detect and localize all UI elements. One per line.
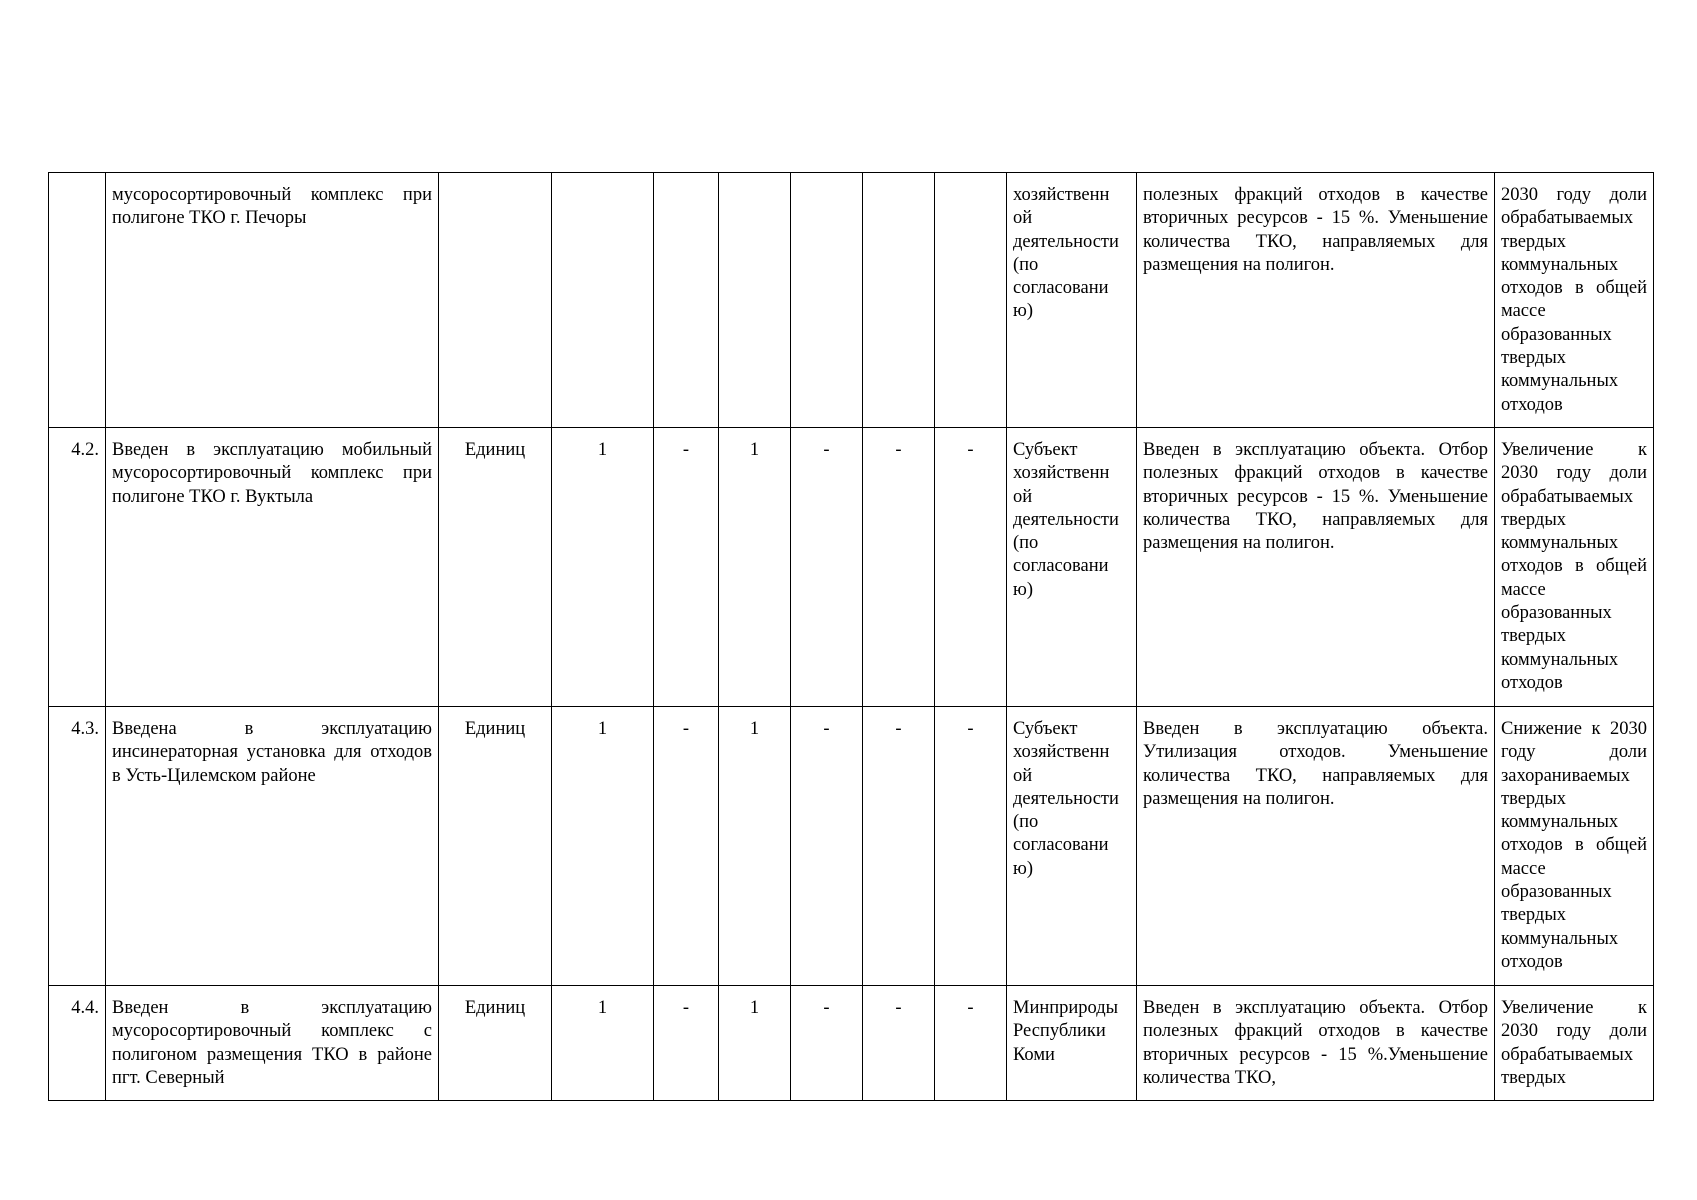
value-cell: -: [791, 707, 863, 986]
table-row: [49, 173, 1654, 428]
result-cell: Введен в эксплуатацию объекта. Отбор полезных фракций отходов в качестве вторичных ресурсов - 15 %.Уменьшение количества ТКО,: [1137, 986, 1495, 1101]
value-cell: -: [863, 428, 935, 707]
measure-name: Введена в эксплуатацию инсинераторная установка для отходов в Усть-Цилемском районе: [106, 707, 439, 986]
row-number: 4.4.: [49, 986, 106, 1101]
table-row: [49, 707, 1654, 986]
value-cell: -: [791, 428, 863, 707]
measure-name: мусоросортировочный комплекс при полигоне ТКО г. Печоры: [106, 173, 439, 428]
value-cell: -: [654, 707, 719, 986]
executor-cell: хозяйственн ой деятельности (по согласовани ю): [1007, 173, 1137, 428]
executor-cell: Субъект хозяйственн ой деятельности (по согласовани ю): [1007, 707, 1137, 986]
value-cell: 1: [719, 986, 791, 1101]
value-cell: -: [935, 986, 1007, 1101]
indicator-cell: Увеличение к 2030 году доли обрабатываемых твердых коммунальных отходов в общей массе образованных твердых коммунальных отходов: [1495, 428, 1654, 707]
result-cell: Введен в эксплуатацию объекта. Утилизация отходов. Уменьшение количества ТКО, направляемых для размещения на полигон.: [1137, 707, 1495, 986]
result-cell: полезных фракций отходов в качестве вторичных ресурсов - 15 %. Уменьшение количества ТКО, направляемых для размещения на полигон.: [1137, 173, 1495, 428]
executor-cell: Минприроды Республики Коми: [1007, 986, 1137, 1101]
row-number: [49, 173, 106, 428]
value-cell: [719, 173, 791, 428]
executor-cell: Субъект хозяйственн ой деятельности (по согласовани ю): [1007, 428, 1137, 707]
indicator-cell: 2030 году доли обрабатываемых твердых коммунальных отходов в общей массе образованных твердых коммунальных отходов: [1495, 173, 1654, 428]
value-cell: -: [654, 986, 719, 1101]
value-cell: [552, 173, 654, 428]
row-number: 4.2.: [49, 428, 106, 707]
value-cell: -: [935, 428, 1007, 707]
measure-unit: Единиц: [439, 707, 552, 986]
value-cell: [935, 173, 1007, 428]
measure-unit: Единиц: [439, 428, 552, 707]
measure-name: Введен в эксплуатацию мобильный мусоросортировочный комплекс при полигоне ТКО г. Вуктыла: [106, 428, 439, 707]
result-cell: Введен в эксплуатацию объекта. Отбор полезных фракций отходов в качестве вторичных ресурсов - 15 %. Уменьшение количества ТКО, направляемых для размещения на полигон.: [1137, 428, 1495, 707]
value-cell: 1: [719, 707, 791, 986]
value-cell: 1: [552, 707, 654, 986]
value-cell: -: [654, 428, 719, 707]
measures-table: [48, 172, 1654, 1101]
measure-unit: [439, 173, 552, 428]
row-number: 4.3.: [49, 707, 106, 986]
value-cell: [654, 173, 719, 428]
value-cell: -: [935, 707, 1007, 986]
indicator-cell: Увеличение к 2030 году доли обрабатываемых твердых: [1495, 986, 1654, 1101]
value-cell: [863, 173, 935, 428]
table-row: [49, 986, 1654, 1101]
table-row: [49, 428, 1654, 707]
value-cell: -: [791, 986, 863, 1101]
value-cell: -: [863, 986, 935, 1101]
measure-unit: Единиц: [439, 986, 552, 1101]
value-cell: -: [863, 707, 935, 986]
value-cell: 1: [719, 428, 791, 707]
value-cell: 1: [552, 986, 654, 1101]
indicator-cell: Снижение к 2030 году доли захораниваемых твердых коммунальных отходов в общей массе образованных твердых коммунальных отходов: [1495, 707, 1654, 986]
value-cell: 1: [552, 428, 654, 707]
value-cell: [791, 173, 863, 428]
measure-name: Введен в эксплуатацию мусоросортировочный комплекс с полигоном размещения ТКО в районе пгт. Северный: [106, 986, 439, 1101]
